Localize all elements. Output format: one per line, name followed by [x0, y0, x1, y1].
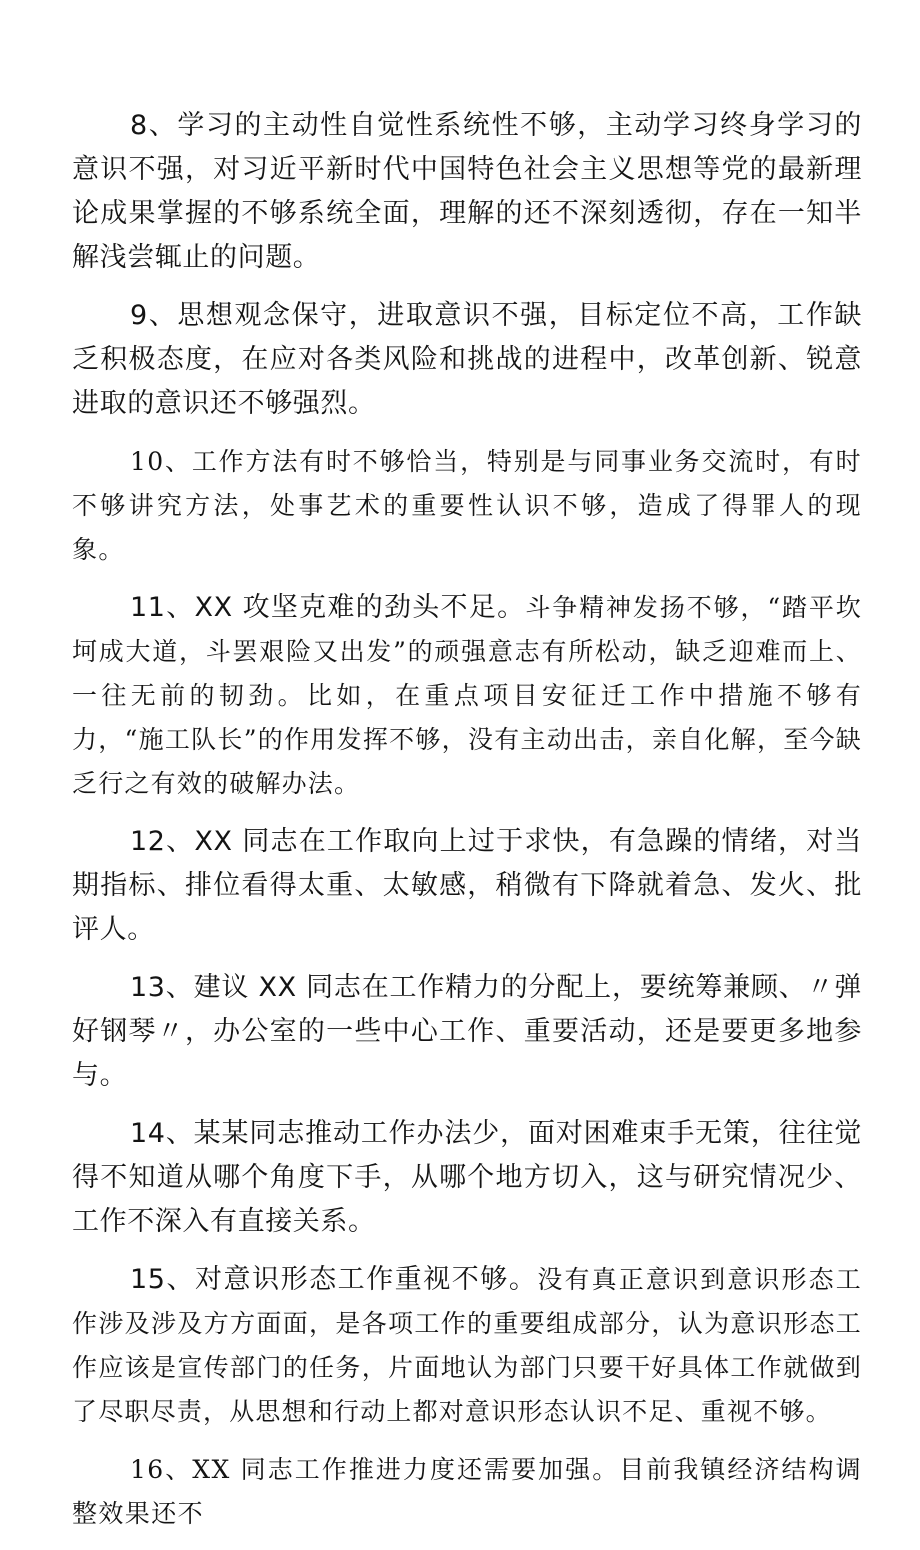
paragraph-8-text: 8、学习的主动性自觉性系统性不够，主动学习终身学习的意识不强，对习近平新时代中国特色社会主义思想等党的最新理论成果掌握的不够系统全面，理解的还不深刻透彻，存在一知半解浅尝辄止的问题。	[72, 110, 862, 273]
document-body	[72, 104, 862, 1550]
paragraph-12	[72, 820, 862, 952]
paragraph-11-lead: 11、XX 攻坚克难的劲头不足。	[130, 592, 526, 623]
paragraph-15-body: 没有真正意识到意识形态工作涉及涉及方方面面，是各项工作的重要组成部分，认为意识形态工作应该是宣传部门的任务，片面地认为部门只要干好具体工作就做到了尽职尽责，从思想和行动上都对意识形态认识不足、重视不够。	[72, 1265, 862, 1426]
paragraph-13-text: 13、建议 XX 同志在工作精力的分配上，要统筹兼顾、〃弹好钢琴〃，办公室的一些中心工作、重要活动，还是要更多地参与。	[72, 972, 862, 1091]
paragraph-16	[72, 1448, 862, 1536]
paragraph-14	[72, 1112, 862, 1244]
paragraph-15	[72, 1258, 862, 1434]
paragraph-8	[72, 104, 862, 280]
paragraph-16-text: 16、XX 同志工作推进力度还需要加强。目前我镇经济结构调整效果还不	[72, 1455, 862, 1528]
paragraph-12-text: 12、XX 同志在工作取向上过于求快，有急躁的情绪，对当期指标、排位看得太重、太敏感，稍微有下降就着急、发火、批评人。	[72, 826, 862, 945]
paragraph-11-body: 斗争精神发扬不够，“踏平坎坷成大道，斗罢艰险又出发”的顽强意志有所松动，缺乏迎难而上、一往无前的韧劲。比如，在重点项目安征迁工作中措施不够有力，“施工队长”的作用发挥不够，没有主动出击，亲自化解，至今缺乏行之有效的破解办法。	[72, 593, 862, 798]
paragraph-9-text: 9、思想观念保守，进取意识不强，目标定位不高，工作缺乏积极态度，在应对各类风险和挑战的进程中，改革创新、锐意进取的意识还不够强烈。	[72, 300, 862, 419]
paragraph-11	[72, 586, 862, 806]
paragraph-10	[72, 440, 862, 572]
paragraph-10-text: 10、工作方法有时不够恰当，特别是与同事业务交流时，有时不够讲究方法，处事艺术的重要性认识不够，造成了得罪人的现象。	[72, 447, 862, 564]
paragraph-15-lead: 15、对意识形态工作重视不够。	[130, 1264, 538, 1295]
paragraph-9	[72, 294, 862, 426]
paragraph-13	[72, 966, 862, 1098]
paragraph-14-text: 14、某某同志推动工作办法少，面对困难束手无策，往往觉得不知道从哪个角度下手，从哪个地方切入，这与研究情况少、工作不深入有直接关系。	[72, 1118, 862, 1237]
